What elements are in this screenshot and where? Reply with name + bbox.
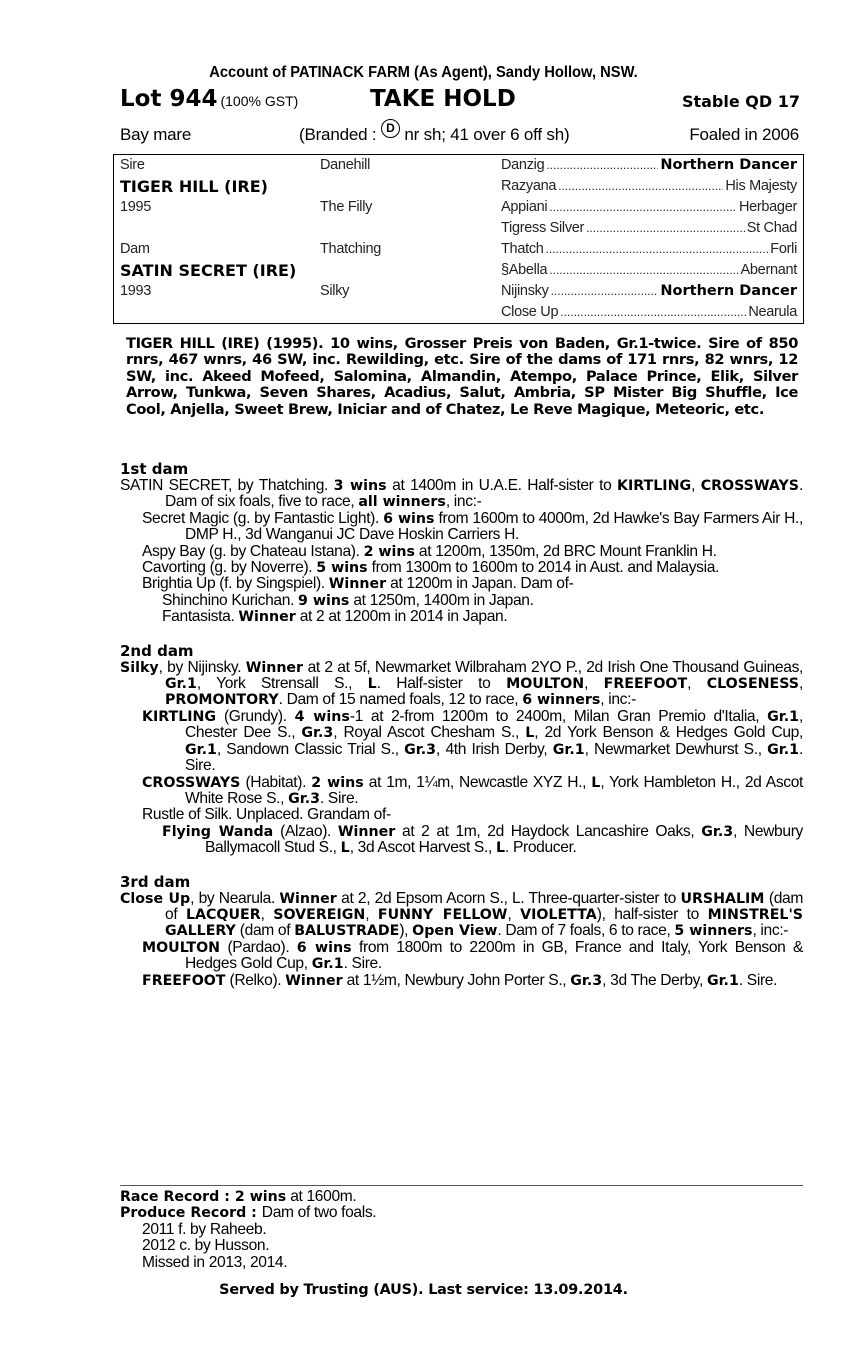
dam-section (120, 461, 803, 626)
text: (dam of (235, 922, 295, 940)
text: . Dam of 7 foals, 6 to race, (497, 922, 675, 940)
dot-leader (546, 157, 658, 173)
dam-section (120, 874, 803, 989)
bold-text: 5 winners (674, 923, 753, 940)
bold-text: Gr.3 (404, 741, 437, 758)
records (120, 1189, 803, 1271)
bold-text: all winners (358, 494, 446, 511)
gst-note: (100% GST) (220, 93, 299, 109)
pedigree-row (114, 155, 803, 176)
text: , Royal Ascot Chesham S., (333, 724, 526, 742)
bold-text: FREEFOOT (603, 676, 688, 693)
bold-text: 2 wins (311, 774, 364, 791)
bold-text: Flying Wanda (162, 823, 274, 840)
bold-text: Winner (328, 576, 387, 593)
pedigree-great-grandparents (501, 157, 797, 173)
race-record-label: Race Record : (120, 1189, 235, 1205)
dot-leader (549, 199, 737, 215)
text: from 1600m to 4000m, 2d Hawke's Bay Farmers Air H., DMP H., 3d Wanganui JC Dave Hoskin Carriers H. (185, 509, 803, 544)
pedigree-col1: Dam (120, 241, 150, 257)
bold-text: LACQUER (185, 906, 261, 923)
bold-text: Silky (120, 659, 159, 676)
produce-paragraph (120, 560, 803, 576)
text: , Chester Dee S., (185, 707, 804, 742)
bold-text: Gr.1 (767, 708, 800, 725)
text: , 2d York Benson & Hedges Gold Cup, (534, 724, 803, 742)
great-great-grandsire-name: Herbager (738, 199, 797, 215)
brand-description (299, 121, 570, 146)
bold-text: FREEFOOT (142, 972, 226, 989)
great-great-grandsire-name: Northern Dancer (660, 157, 797, 173)
text: , (584, 675, 604, 693)
dam-section (120, 643, 803, 857)
produce-item: Missed in 2013, 2014. (142, 1253, 288, 1271)
pedigree-great-grandparents (501, 199, 797, 215)
pedigree-row (114, 260, 803, 281)
text: . Sire. (343, 955, 382, 973)
great-great-grandsire-name: Northern Dancer (660, 283, 797, 299)
dot-leader (549, 262, 738, 278)
lot-number (120, 86, 298, 112)
bold-text: Gr.1 (185, 741, 217, 758)
pedigree-row (114, 176, 803, 197)
text: at 1250m, 1400m in Japan. (349, 591, 534, 609)
brand-suffix: nr sh; 41 over 6 off sh) (399, 125, 570, 144)
divider (120, 1185, 803, 1186)
dam-line (120, 455, 803, 1006)
great-grandsire-name: Close Up (501, 304, 559, 320)
pedigree-col1: SATIN SECRET (IRE) (120, 261, 297, 280)
served-by: Served by Trusting (AUS). Last service: 13.09.2014. (219, 1282, 628, 1298)
text: . Dam of six foals, five to race, (165, 477, 804, 511)
great-grandsire-name: Razyana (501, 178, 557, 194)
pedigree-col1: Sire (120, 157, 145, 173)
lot-label: Lot 944 (120, 86, 218, 112)
text: at 2, 2d Epsom Acorn S., L. Three-quarter-sister to (336, 889, 681, 907)
bold-text: URSHALIM (680, 890, 765, 907)
pedigree-great-grandparents (501, 304, 797, 320)
pedigree-row (114, 302, 803, 323)
text: , inc:- (445, 493, 482, 511)
bold-text: 2 wins (363, 543, 415, 560)
text: , inc:- (752, 922, 789, 940)
text: , 3d Ascot Harvest S., (349, 839, 496, 857)
pedigree-great-grandparents (501, 178, 797, 194)
bold-text: VIOLETTA (520, 906, 597, 923)
pedigree-great-grandparents (501, 283, 797, 299)
bold-text: Gr.3 (570, 972, 603, 989)
produce-paragraph (120, 544, 803, 560)
text: Secret Magic (g. by Fantastic Light). (142, 509, 384, 527)
pedigree-row (114, 239, 803, 260)
text: Fantasista. (162, 608, 239, 626)
pedigree-row (114, 197, 803, 218)
produce-paragraph (120, 709, 803, 775)
bold-text: L (340, 840, 350, 857)
bold-text: KIRTLING (617, 478, 692, 494)
horse-name: TAKE HOLD (370, 86, 516, 112)
race-record (120, 1189, 803, 1205)
pedigree-grandparent: Silky (320, 283, 350, 299)
produce-item: 2012 c. by Husson. (142, 1237, 270, 1255)
bold-text: Winner (285, 972, 343, 989)
dot-leader (586, 220, 745, 236)
pedigree-grandparent: The Filly (320, 199, 373, 215)
text: (Relko). (225, 971, 286, 989)
bold-text: Gr.3 (301, 725, 334, 742)
text: from 1300m to 1600m to 2014 in Aust. and Malaysia. (367, 559, 720, 577)
brand-prefix: (Branded : (299, 125, 381, 144)
bold-text: 6 wins (383, 510, 435, 527)
great-grandsire-name: §Abella (501, 262, 548, 278)
text: from 1800m to 2200m in GB, France and Italy, York Benson & Hedges Gold Cup, (185, 938, 803, 973)
bold-text: Gr.1 (311, 956, 344, 973)
text: , Newmarket Dewhurst S., (584, 740, 768, 758)
bold-text: Winner (337, 823, 396, 840)
foaled-year: Foaled in 2006 (689, 125, 799, 144)
pedigree-row (114, 218, 803, 239)
produce-paragraph (120, 824, 803, 857)
bold-text: MOULTON (142, 939, 221, 956)
pedigree-col1: 1993 (120, 283, 152, 299)
produce-paragraph (120, 478, 803, 511)
brand-mark-icon: D (381, 119, 400, 138)
bold-text: FUNNY FELLOW (377, 906, 508, 923)
text: , (799, 675, 803, 693)
text: , (687, 675, 707, 693)
bold-text: L (495, 840, 505, 857)
pedigree-row (114, 281, 803, 302)
dot-leader (560, 304, 746, 320)
produce-paragraph (120, 660, 803, 709)
pedigree-grandparent: Danehill (320, 157, 370, 173)
text: , inc:- (600, 691, 636, 709)
text: . Dam of 15 named foals, 12 to race, (278, 691, 523, 709)
great-great-grandsire-name: Forli (770, 241, 797, 257)
text: ), half-sister to (596, 905, 708, 923)
text: (dam of (165, 889, 803, 923)
text: , (365, 905, 378, 923)
text: (Grundy). (216, 707, 295, 725)
text: (Pardao). (220, 938, 297, 956)
bold-text: Gr.1 (552, 741, 585, 758)
produce-paragraph (120, 609, 803, 625)
bold-text: 5 wins (316, 560, 368, 577)
race-record-wins: 2 wins (234, 1189, 287, 1205)
great-grandsire-name: Thatch (501, 241, 544, 257)
text: , (691, 477, 701, 494)
pedigree-col1: TIGER HILL (IRE) (120, 177, 268, 196)
great-grandsire-name: Danzig (501, 157, 545, 173)
produce-paragraph (120, 973, 803, 989)
bold-text: L (525, 725, 535, 742)
bold-text: 9 wins (298, 592, 350, 609)
text: , by Nearula. (190, 889, 280, 907)
bold-text: L (591, 774, 601, 791)
dot-leader (558, 178, 723, 194)
text: at 1200m in Japan. Dam of- (386, 575, 574, 593)
text: ), (399, 922, 413, 940)
produce-paragraph (120, 891, 803, 940)
bold-text: CROSSWAYS (700, 478, 800, 494)
bold-text: 6 wins (296, 939, 352, 956)
text: at 2 at 1200m in 2014 in Japan. (295, 608, 508, 626)
bold-text: Gr.3 (701, 823, 734, 840)
great-grandsire-name: Tigress Silver (501, 220, 585, 236)
bold-text: Gr.1 (767, 741, 800, 758)
text: . Sire. (319, 789, 359, 807)
text: Shinchino Kurichan. (162, 591, 299, 609)
text: , 3d The Derby, (602, 971, 707, 989)
text: -1 at 2-from 1200m to 2400m, Milan Gran Premio d'Italia, (349, 707, 768, 725)
text: at 2 at 1m, 2d Haydock Lancashire Oaks, (395, 822, 702, 840)
pedigree-grandparent: Thatching (320, 241, 381, 257)
great-great-grandsire-name: His Majesty (725, 178, 797, 194)
text: , York Hambleton H., 2d Ascot White Rose S., (185, 773, 804, 807)
bold-text: Close Up (120, 890, 191, 907)
produce-record (120, 1205, 803, 1221)
bold-text: Winner (245, 659, 304, 676)
bold-text: Gr.3 (288, 790, 320, 807)
race-record-detail: at 1600m. (286, 1188, 357, 1205)
text: . Half-sister to (376, 675, 507, 693)
great-grandsire-name: Appiani (501, 199, 548, 215)
text: SATIN SECRET, by Thatching. (120, 477, 334, 494)
bold-text: Gr.1 (706, 972, 739, 989)
text: (Habitat). (240, 773, 312, 791)
text: . Producer. (504, 839, 577, 857)
text: at 1400m in U.A.E. Half-sister to (386, 477, 618, 494)
text: , York Strensall S., (196, 675, 368, 693)
bold-text: Gr.1 (165, 676, 197, 693)
text: Aspy Bay (g. by Chateau Istana). (142, 542, 364, 560)
vendor-account: Account of PATINACK FARM (As Agent), Sandy Hollow, NSW. (209, 64, 638, 81)
dot-leader (546, 241, 769, 257)
dot-leader (551, 283, 659, 299)
text: . Sire. (738, 971, 778, 989)
pedigree-great-grandparents (501, 220, 797, 236)
bold-text: L (367, 676, 377, 693)
text: . Sire. (185, 740, 804, 775)
produce-paragraph (120, 807, 803, 823)
text: at 2 at 5f, Newmarket Wilbraham 2YO P., 2d Irish One Thousand Guineas, (303, 658, 803, 676)
colour-sex: Bay mare (120, 125, 192, 144)
produce-paragraph (120, 940, 803, 973)
sire-summary: TIGER HILL (IRE) (1995). 10 wins, Grosser Preis von Baden, Gr.1-twice. Sire of 850 rnrs, 467 wnrs, 46 SW, inc. Rewilding, etc. Sire of the dams of 171 rnrs, 82 wnrs, 12 SW, inc. Akeed Mofeed, Salomina, Almandin, Atempo, Palace Prince, Elik, Silver Arrow, Tunkwa, Seven Shares, Acadius, Salut, Ambria, SP Mister Big Shuffle, Ice Cool, Anjella, Sweet Brew, Iniciar and of Chatez, Le Reve Magique, Meteoric, etc. (126, 335, 798, 418)
stable-number: Stable QD 17 (681, 92, 800, 111)
produce-record-label: Produce Record : (120, 1205, 262, 1222)
text: at 1m, 1¼m, Newcastle XYZ H., (363, 773, 592, 791)
bold-text: Winner (238, 609, 296, 626)
produce-paragraph (120, 593, 803, 609)
bold-text: SOVEREIGN (273, 906, 366, 923)
produce-record-detail: Dam of two foals. (261, 1204, 377, 1222)
text: at 1200m, 1350m, 2d BRC Mount Franklin H. (414, 542, 717, 560)
pedigree-table (113, 154, 804, 324)
text: , (507, 905, 521, 923)
text: , (260, 905, 274, 923)
produce-item: 2011 f. by Raheeb. (142, 1220, 267, 1238)
text: , 4th Irish Derby, (436, 740, 553, 758)
bold-text: MINSTREL'S GALLERY (165, 906, 804, 940)
bold-text: Winner (279, 890, 337, 907)
bold-text: MOULTON (506, 676, 585, 693)
bold-text: 4 wins (294, 708, 350, 725)
great-great-grandsire-name: St Chad (746, 220, 797, 236)
section-heading: 1st dam (120, 460, 189, 478)
bold-text: 3 wins (333, 478, 387, 494)
text: Rustle of Silk. Unplaced. Grandam of- (142, 806, 391, 824)
great-grandsire-name: Nijinsky (501, 283, 549, 299)
text: at 1½m, Newbury John Porter S., (342, 971, 571, 989)
bold-text: Open View (412, 923, 498, 940)
text: Cavorting (g. by Noverre). (142, 559, 317, 577)
text: , by Nijinsky. (158, 658, 246, 676)
bold-text: CROSSWAYS (142, 774, 241, 791)
pedigree-great-grandparents (501, 262, 797, 278)
produce-paragraph (120, 775, 803, 808)
text: (Alzao). (273, 822, 338, 840)
text: , Sandown Classic Trial S., (216, 740, 405, 758)
text: , Newbury Ballymacoll Stud S., (205, 822, 803, 857)
great-great-grandsire-name: Abernant (740, 262, 797, 278)
produce-paragraph (120, 511, 803, 544)
bold-text: CLOSENESS (706, 676, 799, 693)
pedigree-col1: 1995 (120, 199, 152, 215)
section-heading: 2nd dam (120, 641, 194, 660)
text: Brightia Up (f. by Singspiel). (142, 575, 329, 593)
bold-text: 6 winners (522, 692, 601, 709)
bold-text: KIRTLING (142, 708, 217, 725)
produce-paragraph (120, 576, 803, 592)
great-great-grandsire-name: Nearula (748, 304, 797, 320)
pedigree-great-grandparents (501, 241, 797, 257)
bold-text: PROMONTORY (165, 692, 279, 709)
bold-text: BALUSTRADE (294, 923, 400, 940)
section-heading: 3rd dam (120, 872, 191, 891)
